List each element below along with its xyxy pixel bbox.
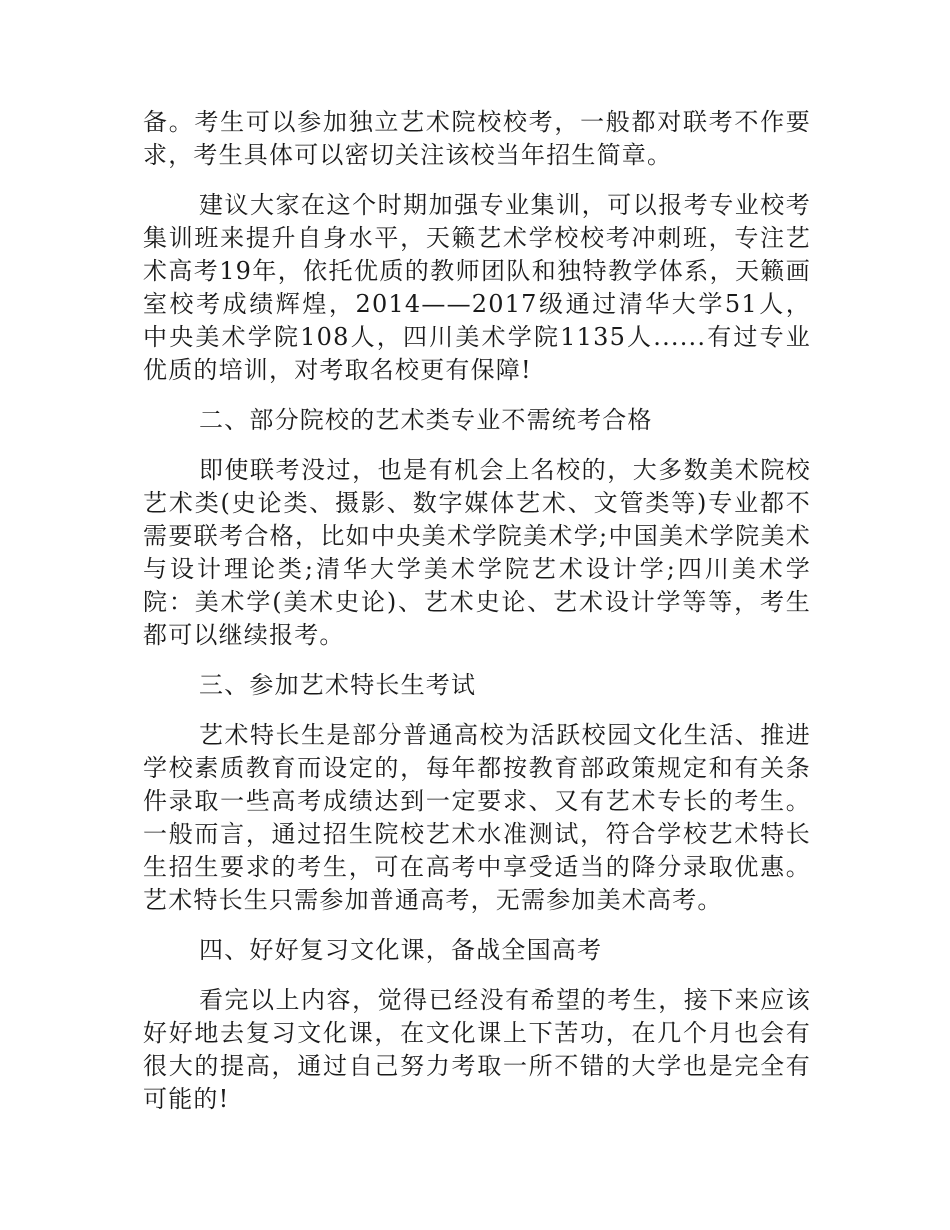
paragraph-training: 建议大家在这个时期加强专业集训，可以报考专业校考集训班来提升自身水平，天籁艺术学校校考冲刺班，专注艺术高考19年，依托优质的教师团队和独特教学体系，天籁画室校考成绩辉煌，2014——2017级通过清华大学51人，中央美术学院108人，四川美术学院1135人......有过专业优质的培训，对考取名校更有保障! (143, 191, 811, 384)
paragraph-review-culture: 看完以上内容，觉得已经没有希望的考生，接下来应该好好地去复习文化课，在文化课上下苦功，在几个月也会有很大的提高，通过自己努力考取一所不错的大学也是完全有可能的! (143, 986, 811, 1113)
document-page (143, 106, 811, 1133)
section-heading-2: 二、部分院校的艺术类专业不需统考合格 (199, 406, 653, 434)
paragraph-intro: 备。考生可以参加独立艺术院校校考，一般都对联考不作要求，考生具体可以密切关注该校当年招生简章。 (143, 108, 811, 169)
paragraph-art-specialty: 艺术特长生是部分普通高校为活跃校园文化生活、推进学校素质教育而设定的，每年都按教育部政策规定和有关条件录取一些高考成绩达到一定要求、又有艺术专长的考生。一般而言，通过招生院校艺术水准测试，符合学校艺术特长生招生要求的考生，可在高考中享受适当的降分录取优惠。艺术特长生只需参加普通高考，无需参加美术高考。 (143, 721, 811, 914)
paragraph-no-exam-majors: 即使联考没过，也是有机会上名校的，大多数美术院校艺术类(史论类、摄影、数字媒体艺术、文管类等)专业都不需要联考合格，比如中央美术学院美术学;中国美术学院美术与设计理论类;清华大学美术学院艺术设计学;四川美术学院：美术学(美术史论)、艺术史论、艺术设计学等等，考生都可以继续报考。 (143, 456, 811, 649)
section-heading-4: 四、好好复习文化课，备战全国高考 (199, 936, 603, 964)
section-heading-3: 三、参加艺术特长生考试 (199, 671, 477, 699)
